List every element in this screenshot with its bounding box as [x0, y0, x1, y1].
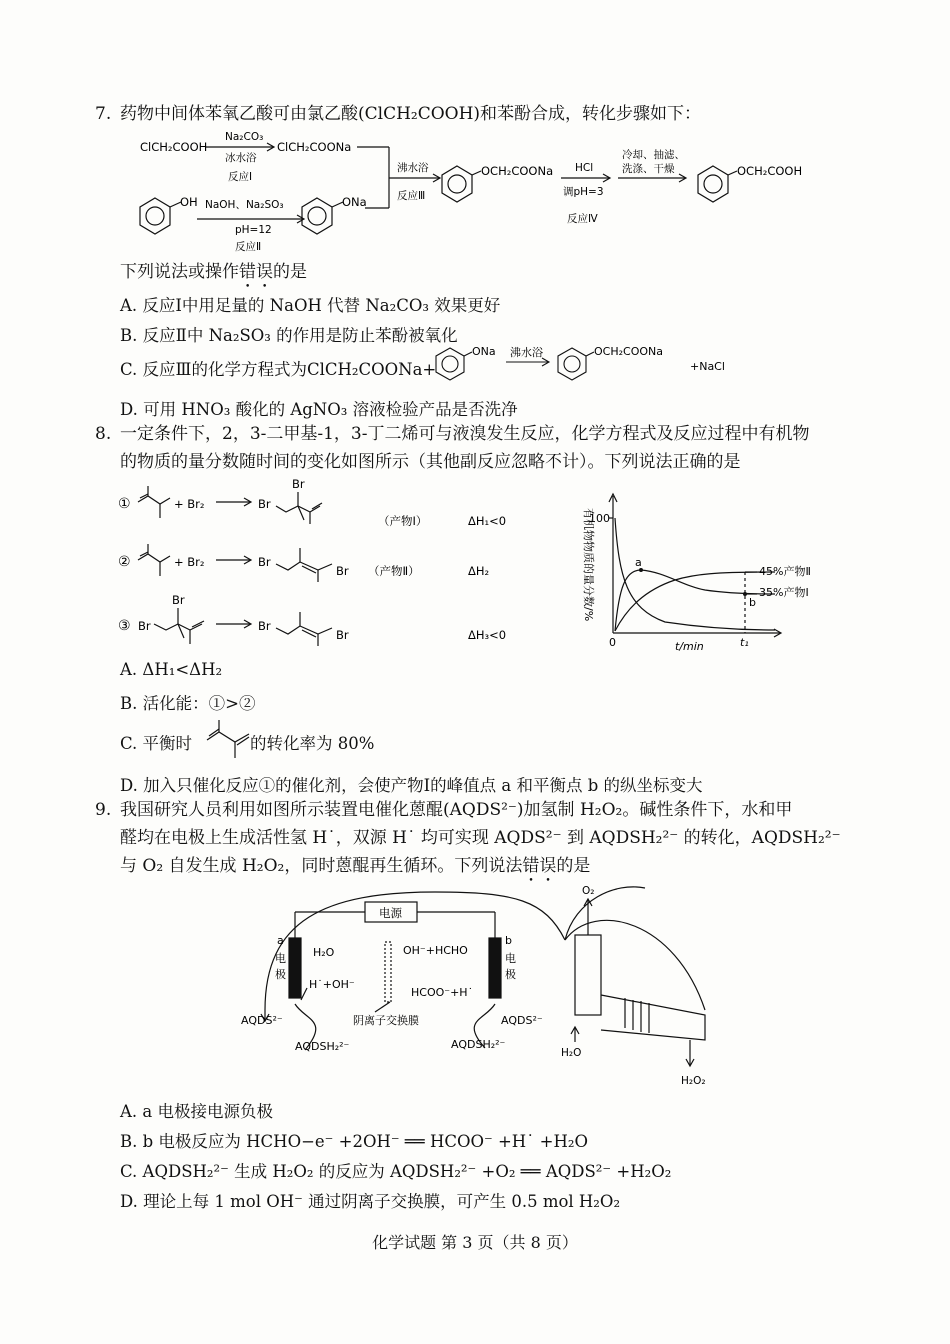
- q8-graph: [565, 488, 840, 658]
- q7-option-b[interactable]: B. 反应Ⅱ中 Na₂SO₃ 的作用是防止苯酚被氧化: [120, 326, 458, 345]
- q8-rx3-dh: ΔH₃<0: [468, 628, 507, 642]
- q7-p4-sub: OCH₂COOH: [737, 164, 803, 178]
- q7-prompt-post: 的是: [273, 262, 307, 282]
- q7-r1-mid: 冰水浴: [225, 152, 257, 164]
- q9-hcooh-label: HCOO⁻+H˙: [411, 986, 474, 999]
- q9-line3-pre: 与 O₂ 自发生成 H₂O₂，同时蒽醌再生循环。下列说法: [120, 856, 523, 876]
- q9-line3-emph: 错误: [522, 856, 557, 876]
- q7-option-c-text: C. 反应Ⅲ的化学方程式为ClCH₂COONa+: [120, 360, 437, 379]
- q8-rx3-br2: Br: [258, 619, 271, 633]
- q9-power-label: 电源: [379, 906, 402, 920]
- q9-hoh-label: H˙+OH⁻: [309, 978, 355, 991]
- q7-stem: 药物中间体苯氧乙酸可由氯乙酸(ClCH₂COOH)和苯酚合成，转化步骤如下：: [120, 104, 702, 124]
- q9-line2: 醛均在电极上生成活性氢 H˙，双源 H˙ 均可实现 AQDS²⁻ 到 AQDSH₂²⁻ 的转化，AQDSH₂²⁻: [120, 828, 841, 848]
- q8-rx3-br: Br: [138, 619, 151, 633]
- q9-electrode-a-text1: 电: [275, 952, 286, 965]
- page-footer: 化学试题 第 3 页（共 8 页）: [372, 1233, 578, 1252]
- q9-number: 9.: [95, 800, 112, 820]
- q9-h2o-label: H₂O: [313, 946, 335, 959]
- q9-option-a[interactable]: A. a 电极接电源负极: [120, 1102, 273, 1121]
- q8-graph-point-b: b: [749, 596, 756, 609]
- q9-line1: 我国研究人员利用如图所示装置电催化蒽醌(AQDS²⁻)加氢制 H₂O₂。碱性条件下，水和甲: [120, 800, 793, 820]
- q7-number: 7.: [95, 104, 112, 124]
- q8-graph-origin: 0: [609, 636, 616, 649]
- q7-prompt: [120, 258, 307, 292]
- q7-r4-label: 反应Ⅳ: [567, 213, 598, 225]
- q7-r2-top: NaOH、Na₂SO₃: [205, 199, 284, 211]
- q7-prompt-pre: 下列说法或操作: [120, 262, 239, 282]
- q9-aqdsh-right: AQDSH₂²⁻: [451, 1038, 506, 1051]
- q7-p3-sub: OCH₂COONa: [481, 164, 554, 178]
- q9-electrode-b-text2: 极: [505, 968, 516, 981]
- q8-rx2-dh: ΔH₂: [468, 564, 490, 578]
- q7-c-post: +NaCl: [690, 360, 725, 373]
- q8-rx1-num: ①: [118, 496, 131, 512]
- q7-option-c-equation: [430, 340, 770, 390]
- q8-graph-label-45: 45%产物Ⅱ: [759, 565, 811, 578]
- q7-r4-mid: 调pH=3: [563, 186, 604, 198]
- q9-electrode-a-letter: a: [277, 934, 284, 947]
- q7-c-sub2: OCH₂COONa: [594, 345, 663, 358]
- q7-c-sub1: ONa: [472, 345, 496, 358]
- q8-option-b[interactable]: B. 活化能：①>②: [120, 694, 256, 713]
- q8-rx1-br2: Br: [292, 478, 305, 491]
- q7-c-arrow-label: 沸水浴: [510, 346, 543, 359]
- q8-graph-t1: t₁: [740, 636, 749, 649]
- q8-rx3-br3: Br: [336, 628, 349, 642]
- q7-r3-top: 沸水浴: [397, 162, 429, 174]
- q8-rx2-br2: Br: [336, 564, 349, 578]
- q8-rx1-dh: ΔH₁<0: [468, 514, 507, 528]
- q7-r2-label: 反应Ⅱ: [235, 241, 262, 253]
- q7-r1-label: 反应Ⅰ: [228, 171, 253, 183]
- q9-ohhcho-label: OH⁻+HCHO: [403, 944, 468, 957]
- q8-line2: 的物质的量分数随时间的变化如图所示（其他副反应忽略不计）。下列说法正确的是: [120, 452, 741, 472]
- q8-graph-ylabel: 有机物物质的量分数/%: [582, 508, 595, 622]
- q8-rx3-num: ③: [118, 618, 131, 634]
- q8-option-c-diene: [203, 718, 263, 764]
- q7-r4-top: HCl: [575, 162, 594, 174]
- q9-aqds-left: AQDS²⁻: [241, 1014, 283, 1027]
- q8-rx1-prod: （产物Ⅰ）: [378, 514, 428, 528]
- q8-option-d[interactable]: D. 加入只催化反应①的催化剂，会使产物Ⅰ的峰值点 a 和平衡点 b 的纵坐标变大: [120, 776, 703, 795]
- q7-r5-top2: 洗涤、干燥: [622, 163, 675, 175]
- q8-graph-point-a: a: [635, 556, 642, 569]
- q9-o2-label: O₂: [582, 885, 595, 897]
- q7-option-d[interactable]: D. 可用 HNO₃ 酸化的 AgNO₃ 溶液检验产品是否洗净: [120, 400, 518, 419]
- q8-rx2-br: Br: [258, 555, 271, 569]
- q7-option-a[interactable]: A. 反应Ⅰ中用足量的 NaOH 代替 Na₂CO₃ 效果更好: [120, 296, 501, 315]
- q7-r5-top1: 冷却、抽滤、: [622, 149, 685, 161]
- q8-graph-xlabel: t/min: [675, 640, 704, 653]
- q8-graph-y100: 100: [589, 512, 610, 525]
- q8-rx2-plus: + Br₂: [174, 555, 205, 569]
- q9-electrode-a-text2: 极: [275, 968, 286, 981]
- q8-rx2-num: ②: [118, 554, 131, 570]
- q7-p1: ClCH₂COONa: [277, 140, 352, 154]
- q9-membrane-label: 阴离子交换膜: [353, 1014, 419, 1027]
- q7-p2-sub: ONa: [342, 195, 367, 209]
- q9-aqdsh-left: AQDSH₂²⁻: [295, 1040, 350, 1053]
- q9-apparatus: [235, 880, 735, 1095]
- q8-reactions: [110, 478, 550, 653]
- q7-r2-mid: pH=12: [235, 224, 272, 236]
- q9-h2o-in-label: H₂O: [561, 1047, 582, 1059]
- q7-phenol-sub: OH: [180, 195, 198, 209]
- q8-number: 8.: [95, 424, 112, 444]
- q7-scheme: [135, 128, 835, 258]
- q9-electrode-b-text1: 电: [505, 952, 516, 965]
- q7-r3-label: 反应Ⅲ: [397, 190, 426, 202]
- q9-electrode-b-letter: b: [505, 934, 512, 947]
- q9-option-b[interactable]: B. b 电极反应为 HCHO−e⁻ +2OH⁻ ══ HCOO⁻ +H˙ +H₂O: [120, 1132, 589, 1151]
- q8-option-a[interactable]: A. ΔH₁<ΔH₂: [120, 660, 223, 679]
- q8-rx1-br: Br: [258, 497, 271, 511]
- q8-option-c-post: 的转化率为 80%: [250, 734, 375, 753]
- q9-aqds-right: AQDS²⁻: [501, 1014, 543, 1027]
- q8-option-c-pre: C. 平衡时: [120, 734, 193, 753]
- q8-rx3-br-top: Br: [172, 593, 185, 607]
- q9-option-d[interactable]: D. 理论上每 1 mol OH⁻ 通过阴离子交换膜，可产生 0.5 mol H₂O₂: [120, 1192, 621, 1211]
- q9-option-c[interactable]: C. AQDSH₂²⁻ 生成 H₂O₂ 的反应为 AQDSH₂²⁻ +O₂ ══ AQDS²⁻ +H₂O₂: [120, 1162, 672, 1181]
- q7-r1-top: Na₂CO₃: [225, 131, 264, 143]
- q8-rx2-prod: （产物Ⅱ）: [368, 564, 420, 578]
- q8-graph-label-35: 35%产物Ⅰ: [759, 586, 809, 599]
- q7-prompt-emph: 错误: [239, 262, 273, 282]
- q9-line3-post: 的是: [556, 856, 591, 876]
- q8-line1: 一定条件下，2，3-二甲基-1，3-丁二烯可与液溴发生反应，化学方程式及反应过程中有机物: [120, 424, 810, 444]
- q8-rx1-plus: + Br₂: [174, 497, 205, 511]
- q7-option-c[interactable]: [120, 356, 436, 380]
- q9-h2o2-out-label: H₂O₂: [681, 1075, 706, 1087]
- q7-start1: ClCH₂COOH: [140, 140, 208, 154]
